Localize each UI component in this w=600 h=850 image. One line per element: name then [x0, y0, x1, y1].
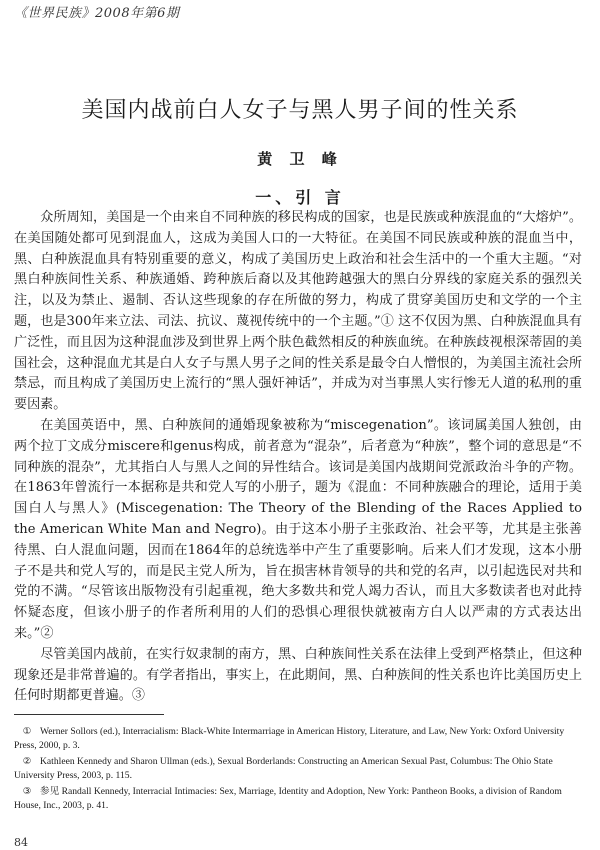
journal-header: 《世界民族》2008年第6期 [14, 6, 180, 21]
body-paragraph: 众所周知，美国是一个由来自不同种族的移民构成的国家，也是民族或种族混血的“大熔炉”。在美国随处都可见到混血人，这成为美国人口的一大特征。在美国不同民族或种族的混血当中，黑、白种族混血具有特别重要的意义，构成了美国历史上政治和社会生活中的一个重大主题。“对黑白种族间性关系、种族通婚、跨种族后裔以及其他跨越强大的黑白分界线的家庭关系的强烈关注，以及为禁止、遏制、否认这些现象的存在所做的努力，构成了贯穿美国历史和文学的一个主题，也是300年来立法、司法、抗议、蔑视传统中的一个主题。”① 这不仅因为黑、白种族混血具有广泛性，而且因为这种混血涉及到世界上两个肤色截然相反的种族血统。在种族歧视根深蒂固的美国社会，这种混血尤其是白人女子与黑人男子之间的性关系是最令白人憎恨的，为美国主流社会所禁忌，而且构成了美国历史上流行的“黑人强奸神话”，并成为对当事黑人实行惨无人道的私刑的重要因素。 [14, 210, 582, 413]
footnote-text: Kathleen Kennedy and Sharon Ullman (eds.), Sexual Borderlands: Constructing an American Sexual Past, Columbus: The Ohio State University Press, 2003, p. 115. [14, 756, 553, 781]
footnote [14, 755, 582, 783]
body-paragraph: 尽管美国内战前，在实行奴隶制的南方，黑、白种族间性关系在法律上受到严格禁止，但这种现象还是非常普遍的。有学者指出，事实上，在此期间，黑、白种族间的性关系也许比美国历史上任何时期都更普遍。③ [14, 646, 582, 704]
article-body [14, 208, 582, 707]
body-paragraph: 在美国英语中，黑、白种族间的通婚现象被称为“miscegenation”。该词属美国人独创，由两个拉丁文成分miscere和genus构成，前者意为“混杂”，后者意为“种族”，整个词的意思是“不同种族的混杂”，尤其指白人与黑人之间的异性结合。该词是美国内战期间党派政治斗争的产物。在1863年曾流行一本据称是共和党人写的小册子，题为《混血：不同种族融合的理论，适用于美国白人与黑人》(Miscegenation: The Theory of the Blending of the Races Applied to the American White Man and Negro)。由于这本小册子主张政治、社会平等，尤其是主张善待黑、白人混血问题，因而在1864年的总统选举中产生了重要影响。后来人们才发现，这本小册子不是共和党人写的，而是民主党人所为，旨在损害林肯领导的共和党的名声，以引起选民对共和党的不满。“尽管该出版物没有引起重视，绝大多数共和党人竭力否认，而且大多数读者也对此持怀疑态度，但该小册子的作者所利用的人们的恐惧心理很快就被南方白人以严肃的方式表达出来。”② [14, 417, 582, 641]
article-title: 美国内战前白人女子与黑人男子间的性关系 [81, 98, 519, 123]
article-author: 黄 卫 峰 [257, 150, 343, 168]
footnotes [14, 725, 582, 815]
footnote-divider [14, 714, 164, 715]
footnote-mark: ② [22, 756, 32, 767]
footnote-mark: ③ [22, 786, 32, 797]
footnote-text: Werner Sollors (ed.), Interracialism: Black-White Intermarriage in American History, Literature, and Law, New York: Oxford University Press, 2000, p. 3. [14, 726, 565, 751]
footnote-mark: ① [22, 726, 32, 737]
footnote [14, 725, 582, 753]
page-number: 84 [14, 836, 28, 849]
footnote [14, 785, 582, 813]
footnote-text: 参见 Randall Kennedy, Interracial Intimacies: Sex, Marriage, Identity and Adoption, New York: Pantheon Books, a division of Random House, Inc., 2003, p. 41. [14, 786, 562, 811]
section-heading: 一、引 言 [255, 188, 345, 207]
